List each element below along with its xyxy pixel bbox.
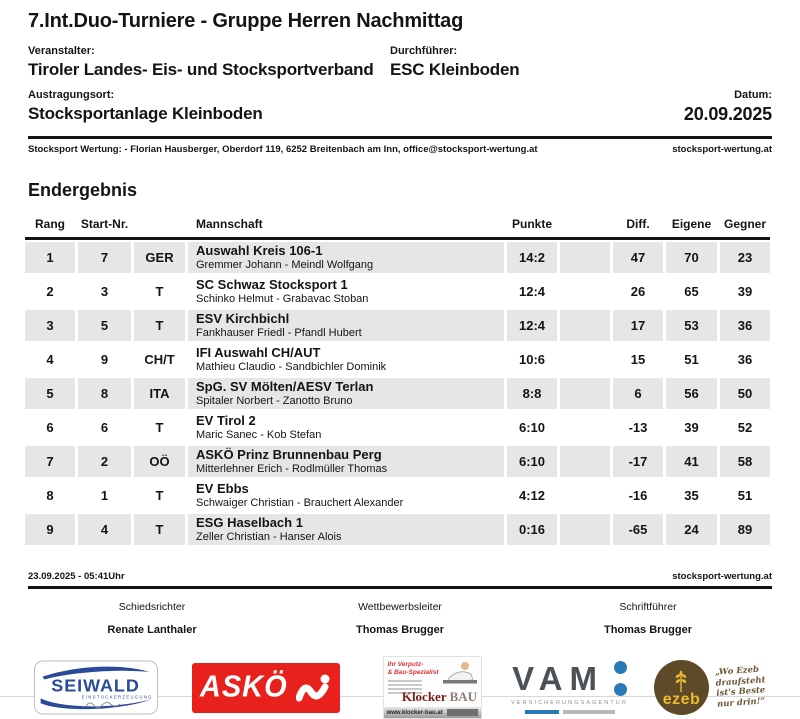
- team-name: ESG Haselbach 1: [196, 515, 303, 531]
- footer-website: stocksport-wertung.at: [672, 571, 772, 582]
- gegner-cell: 39: [737, 284, 753, 299]
- spacer-cell: [560, 344, 610, 375]
- officials-row: [28, 601, 772, 636]
- eigene-cell: 56: [666, 378, 717, 409]
- country-cell: T: [155, 284, 164, 299]
- punkte-cell: 10:6: [518, 352, 546, 367]
- table-row: [25, 412, 770, 443]
- eigene-cell: 35: [684, 488, 699, 503]
- austragungsort-block: [28, 89, 684, 125]
- results-table: [25, 217, 770, 545]
- vam-contact-strip: [525, 710, 615, 714]
- country-cell: OÖ: [134, 446, 185, 477]
- spacer-cell: [560, 242, 610, 273]
- gegner-cell: 36: [737, 352, 753, 367]
- team-cell: [188, 378, 504, 409]
- col-startnr: Start-Nr.: [80, 217, 129, 231]
- country-cell: T: [134, 310, 185, 341]
- spacer-cell: [560, 276, 610, 307]
- diff-cell: 26: [630, 284, 646, 299]
- rank-cell: 9: [25, 514, 75, 545]
- col-mannschaft: Mannschaft: [196, 217, 263, 231]
- country-cell: ITA: [134, 378, 185, 409]
- team-cell: [188, 310, 504, 341]
- website-link: stocksport-wertung.at: [672, 144, 772, 155]
- page-title: 7.Int.Duo-Turniere - Gruppe Herren Nachmittag: [28, 10, 464, 32]
- rank-cell: 5: [25, 378, 75, 409]
- team-name: ESV Kirchbichl: [196, 311, 290, 327]
- official-wettbewerbsleiter: [276, 601, 524, 636]
- country-cell: T: [155, 488, 164, 503]
- col-gegner: Gegner: [723, 217, 766, 231]
- team-players: Fankhauser Friedl - Pfandl Hubert: [196, 326, 362, 339]
- klocker-phone-strip: [447, 709, 478, 716]
- rank-cell: 3: [25, 310, 75, 341]
- sponsor-logos-row: [28, 656, 772, 719]
- team-name: SpG. SV Mölten/AESV Terlan: [196, 379, 374, 395]
- official-role: Wettbewerbsleiter: [358, 601, 442, 613]
- team-name: IFI Auswahl CH/AUT: [196, 345, 321, 361]
- rank-cell: 8: [46, 488, 54, 503]
- gegner-cell: 51: [737, 488, 753, 503]
- country-cell: GER: [134, 242, 185, 273]
- startnr-cell: 5: [78, 310, 131, 341]
- spacer-cell: [560, 514, 610, 545]
- eigene-cell: 24: [666, 514, 717, 545]
- seiwald-logo: [34, 659, 158, 716]
- klocker-website: www.klocker-bau.at: [386, 709, 443, 716]
- spacer-cell: [560, 310, 610, 341]
- gegner-cell: 23: [720, 242, 770, 273]
- startnr-cell: 4: [78, 514, 131, 545]
- durchfuehrer-value: ESC Kleinboden: [390, 60, 520, 79]
- startnr-cell: 8: [78, 378, 131, 409]
- rank-cell: 2: [46, 284, 54, 299]
- punkte-cell: 6:10: [507, 446, 557, 477]
- startnr-cell: 9: [100, 352, 109, 367]
- austragungsort-label: Austragungsort:: [28, 89, 115, 101]
- datum-block: [684, 89, 772, 125]
- rank-cell: 4: [46, 352, 54, 367]
- startnr-cell: 6: [100, 420, 109, 435]
- seiwald-subtitle: EINSTOCKERZEUGUNG: [81, 694, 153, 700]
- table-header-row: [25, 217, 770, 240]
- gegner-cell: 89: [720, 514, 770, 545]
- startnr-cell: 1: [100, 488, 109, 503]
- team-name: SC Schwaz Stocksport 1: [196, 277, 348, 293]
- diff-cell: -13: [628, 420, 648, 435]
- punkte-cell: 14:2: [507, 242, 557, 273]
- vam-wordmark: VAM: [512, 660, 604, 697]
- table-row: [25, 242, 770, 273]
- gegner-cell: 52: [737, 420, 753, 435]
- table-row: [25, 310, 770, 341]
- team-players: Zeller Christian - Hanser Alois: [196, 530, 342, 543]
- team-cell: [188, 344, 504, 375]
- table-row: [25, 480, 770, 511]
- ezeb-badge: [654, 660, 709, 715]
- eigene-cell: 51: [684, 352, 699, 367]
- team-cell: [188, 514, 504, 545]
- contact-line: Stocksport Wertung: - Florian Hausberger, Oberdorf 119, 6252 Breitenbach am Inn, office@stocksport-wertung.at: [28, 144, 538, 155]
- team-cell: [188, 446, 504, 477]
- veranstalter-value: Tiroler Landes- Eis- und Stocksportverband: [28, 60, 374, 79]
- official-name: Renate Lanthaler: [107, 624, 197, 636]
- team-players: Mathieu Claudio - Sandbichler Dominik: [196, 360, 387, 373]
- punkte-cell: 4:12: [518, 488, 546, 503]
- diff-cell: 15: [630, 352, 646, 367]
- punkte-cell: 12:4: [507, 310, 557, 341]
- team-cell: [188, 412, 504, 443]
- team-players: Schwaiger Christian - Brauchert Alexander: [196, 496, 404, 509]
- ezeb-wordmark: ezeb: [662, 691, 701, 708]
- vam-subtitle: VERSICHERUNGSAGENTUR: [511, 700, 628, 706]
- official-name: Thomas Brugger: [603, 624, 692, 636]
- seiwald-wordmark: SEIWALD: [51, 675, 140, 696]
- col-code: [134, 217, 185, 231]
- vam-logo: [507, 661, 632, 714]
- diff-cell: -16: [628, 488, 648, 503]
- punkte-cell: 0:16: [507, 514, 557, 545]
- gegner-cell: 36: [720, 310, 770, 341]
- header-divider: [28, 136, 772, 139]
- askoe-wordmark: ASKÖ: [199, 670, 288, 704]
- venue-row: [28, 89, 772, 125]
- punkte-cell: 12:4: [518, 284, 546, 299]
- klocker-logo: [383, 656, 482, 719]
- datum-label: Datum:: [734, 89, 772, 101]
- country-cell: CH/T: [144, 352, 175, 367]
- klocker-tagline: Ihr Verputz- & Bau-Spezialist: [387, 661, 439, 677]
- eigene-cell: 53: [666, 310, 717, 341]
- print-stamp-row: [28, 571, 772, 582]
- spacer-cell: [560, 446, 610, 477]
- eigene-cell: 41: [666, 446, 717, 477]
- askoe-logo: [192, 663, 340, 713]
- team-name: Auswahl Kreis 106-1: [196, 243, 323, 259]
- rank-cell: 1: [25, 242, 75, 273]
- official-role: Schriftführer: [619, 601, 677, 613]
- startnr-cell: 7: [78, 242, 131, 273]
- official-role: Schiedsrichter: [118, 601, 186, 613]
- footer-divider: [28, 586, 772, 589]
- team-players: Gremmer Johann - Meindl Wolfgang: [196, 258, 374, 271]
- klocker-wordmark: Klocker BAU: [401, 689, 478, 704]
- startnr-cell: 2: [78, 446, 131, 477]
- klocker-mason-illustration: [439, 660, 479, 686]
- team-cell: [188, 276, 504, 307]
- vam-colon-dots-icon: [614, 661, 627, 696]
- official-schiedsrichter: [28, 601, 276, 636]
- startnr-cell: 3: [100, 284, 109, 299]
- table-body: [25, 242, 770, 545]
- veranstalter-label: Veranstalter:: [28, 45, 95, 57]
- team-cell: [188, 242, 504, 273]
- askoe-runner-icon: [296, 673, 332, 703]
- diff-cell: 6: [613, 378, 663, 409]
- col-eigene: Eigene: [671, 217, 712, 231]
- table-row: [25, 378, 770, 409]
- table-row: [25, 514, 770, 545]
- contact-row: [28, 144, 772, 155]
- eigene-cell: 39: [684, 420, 699, 435]
- country-cell: T: [134, 514, 185, 545]
- diff-cell: 47: [613, 242, 663, 273]
- official-schriftfuehrer: [524, 601, 772, 636]
- official-name: Thomas Brugger: [355, 624, 444, 636]
- austragungsort-value: Stocksportanlage Kleinboden: [28, 104, 263, 123]
- country-cell: T: [155, 420, 164, 435]
- ezeb-slogan: „Wo Ezeb draufsteht ist's Beste nur drin!“: [714, 664, 766, 710]
- rank-cell: 6: [46, 420, 54, 435]
- table-row: [25, 446, 770, 477]
- rank-cell: 7: [25, 446, 75, 477]
- gegner-cell: 58: [720, 446, 770, 477]
- table-row: [25, 276, 770, 307]
- punkte-cell: 8:8: [507, 378, 557, 409]
- veranstalter-block: [28, 45, 390, 80]
- diff-cell: -65: [613, 514, 663, 545]
- col-punkte: Punkte: [511, 217, 552, 231]
- diff-cell: -17: [613, 446, 663, 477]
- team-players: Mitterlehner Erich - Rodlmüller Thomas: [196, 462, 388, 475]
- section-title: Endergebnis: [28, 180, 138, 200]
- gegner-cell: 50: [720, 378, 770, 409]
- diff-cell: 17: [613, 310, 663, 341]
- spacer-cell: [560, 480, 610, 511]
- spacer-cell: [560, 412, 610, 443]
- col-spacer: [560, 217, 610, 231]
- durchfuehrer-block: [390, 45, 772, 80]
- durchfuehrer-label: Durchführer:: [390, 45, 458, 57]
- datum-value: 20.09.2025: [683, 104, 772, 124]
- team-name: EV Ebbs: [196, 481, 249, 497]
- team-name: EV Tirol 2: [196, 413, 256, 429]
- col-diff: Diff.: [626, 217, 650, 231]
- klocker-webbar: [384, 707, 481, 718]
- print-timestamp: 23.09.2025 - 05:41Uhr: [28, 571, 125, 582]
- team-players: Spitaler Norbert - Zanotto Bruno: [196, 394, 353, 407]
- eigene-cell: 70: [666, 242, 717, 273]
- col-rang: Rang: [35, 217, 65, 231]
- team-name: ASKÖ Prinz Brunnenbau Perg: [196, 447, 382, 463]
- team-players: Maric Sanec - Kob Stefan: [196, 428, 322, 441]
- spacer-cell: [560, 378, 610, 409]
- team-cell: [188, 480, 504, 511]
- organizer-row: [28, 45, 772, 80]
- eigene-cell: 65: [684, 284, 699, 299]
- punkte-cell: 6:10: [518, 420, 546, 435]
- ezeb-logo: [654, 660, 766, 715]
- table-row: [25, 344, 770, 375]
- team-players: Schinko Helmut - Grabavac Stoban: [196, 292, 369, 305]
